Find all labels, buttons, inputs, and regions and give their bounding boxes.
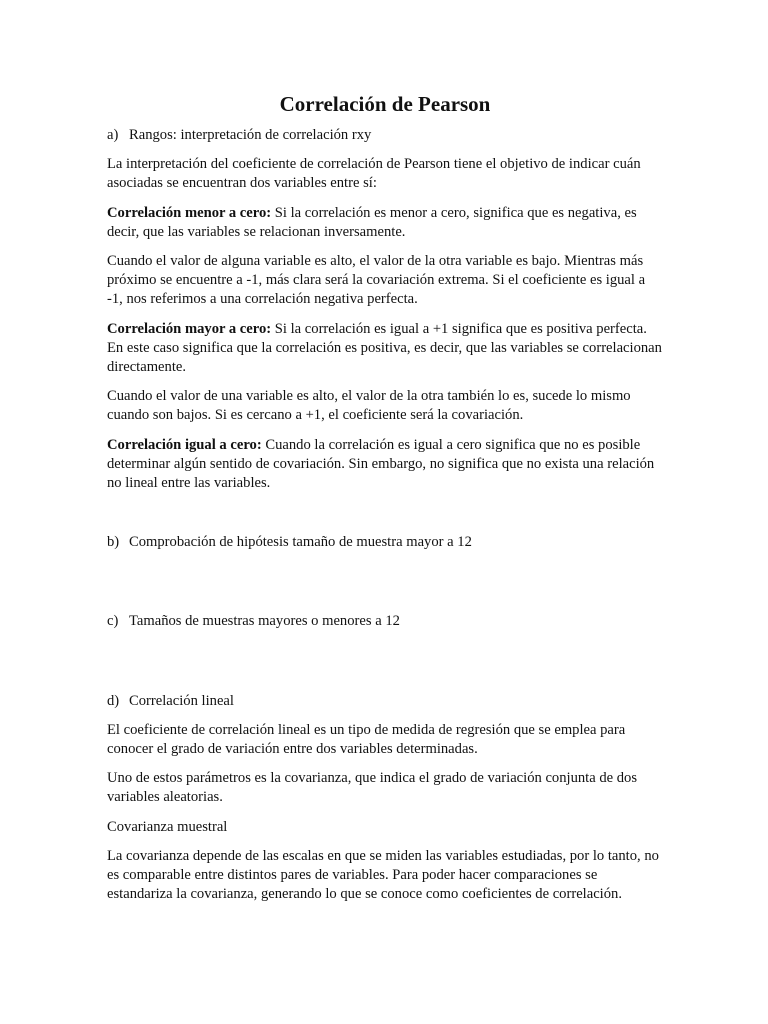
section-a-marker: a) xyxy=(107,127,119,143)
positive-correlation-detail: Cuando el valor de una variable es alto, el valor de la otra también lo es, sucede lo mismo cuando son bajos. Si es cercano a +1, el coeficiente será la covariación. xyxy=(107,388,631,424)
section-d-marker: d) xyxy=(107,692,120,709)
zero-correlation-text: Cuando la correlación es igual a cero significa que no es posible determinar algún sentido de covariación. Sin embargo, no significa que no exista una relación no lineal entre las variables. xyxy=(107,436,655,492)
section-a-heading xyxy=(107,126,663,145)
section-b-heading xyxy=(107,533,663,552)
section-a-intro: La interpretación del coeficiente de correlación de Pearson tiene el objetivo de indicar cuán asociadas se encuentran dos variables entre sí: xyxy=(107,156,641,192)
document-page xyxy=(107,90,663,914)
positive-correlation-lead: Correlación mayor a cero: xyxy=(107,320,272,337)
section-b-marker: b) xyxy=(107,534,120,551)
section-c-heading-text: Tamaños de muestras mayores o menores a 12 xyxy=(129,613,400,630)
section-a-heading-text: Rangos: interpretación de correlación rxy xyxy=(129,127,372,143)
section-d-heading xyxy=(107,692,663,711)
section-d-paragraph-3: La covarianza depende de las escalas en que se miden las variables estudiadas, por lo tanto, no es comparable entre distintos pares de variables. Para poder hacer comparaciones se estandariza la covarianza, generando lo que se conoce como coeficientes de correlación. xyxy=(107,847,659,903)
page-title: Correlación de Pearson xyxy=(279,92,491,116)
positive-correlation-text: Si la correlación es igual a +1 significa que es positiva perfecta. En este caso significa que la correlación es positiva, es decir, que las variables se correlacionan directamente. xyxy=(107,320,662,376)
section-d-heading-text: Correlación lineal xyxy=(129,692,234,709)
covarianza-muestral-heading: Covarianza muestral xyxy=(107,818,228,835)
section-c-marker: c) xyxy=(107,613,119,630)
negative-correlation-paragraph xyxy=(107,204,663,242)
positive-correlation-paragraph xyxy=(107,320,663,378)
section-d-paragraph-1: El coeficiente de correlación lineal es un tipo de medida de regresión que se emplea para conocer el grado de variación entre dos variables determinadas. xyxy=(107,721,626,758)
negative-correlation-text: Si la correlación es menor a cero, significa que es negativa, es decir, que las variables se relacionan inversamente. xyxy=(107,204,637,240)
negative-correlation-detail: Cuando el valor de alguna variable es alto, el valor de la otra variable es bajo. Mientras más próximo se encuentre a -1, más clara será la covariación extrema. Si el coeficiente es igual a -1, nos referimos a una correlación negativa perfecta. xyxy=(107,253,646,308)
section-d-paragraph-2: Uno de estos parámetros es la covarianza, que indica el grado de variación conjunta de dos variables aleatorias. xyxy=(107,770,638,806)
section-b-heading-text: Comprobación de hipótesis tamaño de muestra mayor a 12 xyxy=(129,534,472,551)
section-c-heading xyxy=(107,612,663,631)
zero-correlation-lead: Correlación igual a cero: xyxy=(107,436,262,453)
negative-correlation-lead: Correlación menor a cero: xyxy=(107,204,272,221)
zero-correlation-paragraph xyxy=(107,436,663,494)
